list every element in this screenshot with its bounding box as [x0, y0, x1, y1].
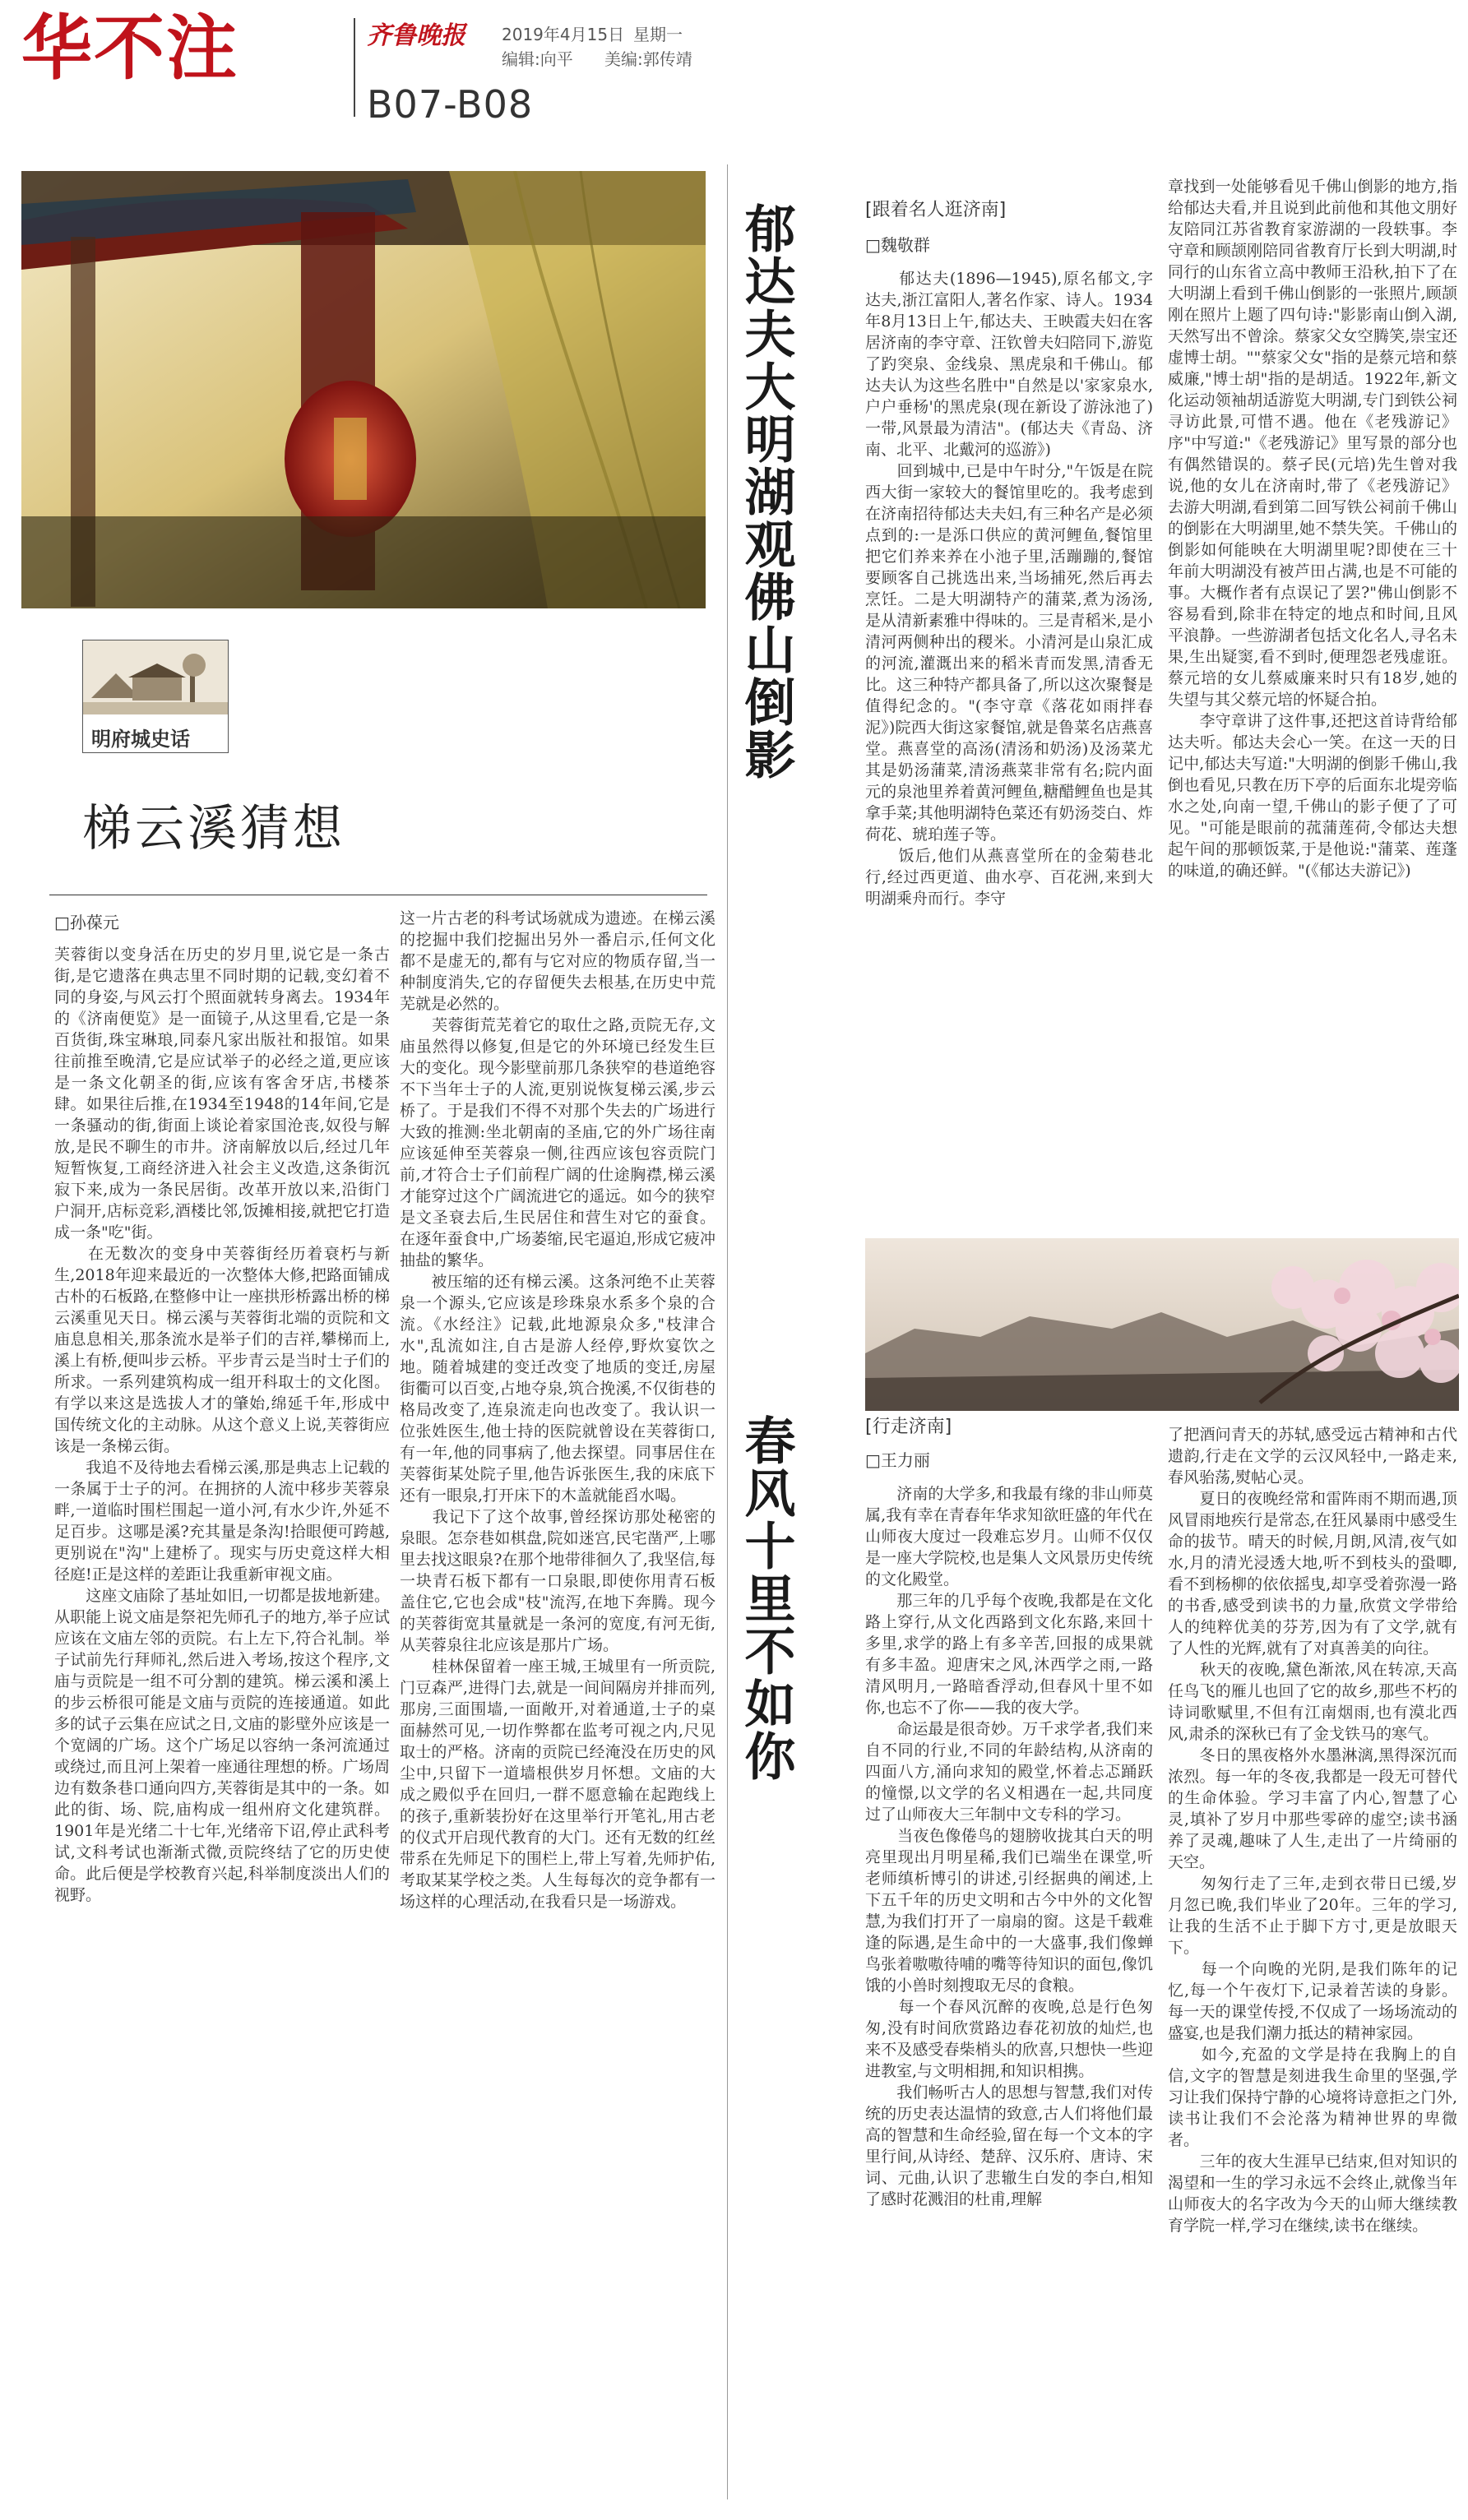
- editor-credit: 编辑:向平: [502, 49, 573, 69]
- blossom-photo-svg: [865, 1238, 1459, 1411]
- newspaper-logo: 齐鲁晚报: [367, 21, 465, 50]
- article-body-col2: 这一片古老的科考试场就成为遗迹。在梯云溪的挖掘中我们挖掘出另外一番启示,任何文化都不是虚无的,都有与它对应的物质存留,当一种制度消失,它的存留便失去根基,在历史中荒芜就是必然的。 芙蓉街荒芜着它的取仕之路,贡院无存,文庙虽然得以修复,但是它的外环境已经发生巨大的变化。现今影壁前那几条狭窄的巷道绝容不下当年士子的人流,更别说恢复梯云溪,步云桥了。于是我们不得不对那个失去的广场进行大致的推测:坐北朝南的圣庙,它的外广场往南应该延伸至芙蓉泉一侧,往西应该包容贡院门前,才符合士子们前程广阔的仕途胸襟,梯云溪才能穿过这个广阔流进它的遥远。如今的狭窄是文圣衰去后,生民居住和营生对它的蚕食。在逐年蚕食中,广场萎缩,民宅逼迫,形成它疲冲抽盐的繁华。 被压缩的还有梯云溪。这条河绝不止芙蓉泉一个源头,它应该是珍珠泉水系多个泉的合流。《水经注》记载,此地源泉众多,"枝津合水",乱流如注,自古是游人经停,野炊宴饮之地。随着城建的变迁改变了地质的变迁,房屋街衢可以百变,占地夺泉,筑合挽溪,不仅街巷的格局改变了,连泉流走向也改变了。我认识一位张姓医生,他士持的医院就曾设在芙蓉街口,有一年,他的同事病了,他去探望。同事居住在芙蓉街某处院子里,他告诉张医生,我的床底下还有一眼泉,打开床下的木盖就能舀水喝。 我记下了这个故事,曾经探访那处秘密的泉眼。怎奈巷如棋盘,院如迷宫,民宅凿严,上哪里去找这眼泉?在那个地带徘徊久了,我坚信,每一块青石板下都有一口泉眼,即使你用青石板盖住它,它也会成"枝"流泻,在地下奔腾。现今的芙蓉街宽其量就是一条河的宽度,有河无街,从芙蓉泉往北应该是那片广场。 桂林保留着一座王城,王城里有一所贡院,门豆森严,进得门去,就是一间间隔房并排而列,那房,三面围墙,一面敞开,对着通道,士子的桌面赫然可见,一切作弊都在监考可视之内,尺见取士的严格。济南的贡院已经淹没在历史的风尘中,只留下一道墙根供岁月怀想。文庙的大成之殿似乎在回归,一群不愿意输在起跑线上的孩子,重新装扮好在这里举行开笔礼,用古老的仪式开启现代教育的大门。还有无数的红丝带系在先师足下的围栏上,带上写着,先师护佑,考取某某学校之类。人生每每次的竞争都有一场这样的心理活动,在我看只是一场游戏。: [400, 909, 715, 1911]
- page-numbers: B07-B08: [367, 82, 534, 127]
- article-body-col2: 章找到一处能够看见千佛山倒影的地方,指给郁达夫看,并且说到此前他和其他文朋好友陪同江苏省教育家游湖的一段轶事。李守章和顾颉刚陪同省教育厅长到大明湖,时同行的山东省立高中教师王沿秋,拍下了在大明湖上看到千佛山倒影的一张照片,顾颉刚在照片上题了四句诗:"影影南山倒入湖,天然写出不曾涂。蔡家父女空腾笑,崇宝还虚博士胡。""蔡家父女"指的是蔡元培和蔡威廉,"博士胡"指的是胡适。1922年,新文化运动领袖胡适游览大明湖,专门到铁公祠寻访此景,可惜不遇。他在《老残游记》序"中写道:"《老残游记》里写景的部分也有偶然错误的。蔡孑民(元培)先生曾对我说,他的女儿在济南时,带了《老残游记》去游大明湖,看到第二回写铁公祠前千佛山的倒影在大明湖里,她不禁失笑。千佛山的倒影如何能映在大明湖里呢?即使在三十年前大明湖没有被芦田占满,也是不可能的事。大概作者有点误记了罢?"佛山倒影不容易看到,除非在特定的地点和时间,且风平浪静。一些游湖者包括文化名人,寻名未果,生出疑窦,看不到时,便理怨老残虚诳。蔡元培的女儿蔡威廉来时只有18岁,她的失望与其父蔡元培的怀疑合拍。 李守章讲了这件事,还把这首诗背给郁达夫听。郁达夫会心一笑。在这一天的日记中,郁达夫写道:"大明湖的倒影千佛山,我倒也看见,只教在历下亭的后面东北堤旁临水之处,向南一望,千佛山的影子便了了可见。"可能是眼前的菰蒲莲荷,令郁达夫想起午间的那顿饭菜,于是他说:"蒲菜、莲蓬的味道,的确还鲜。"(《郁达夫游记》): [1168, 178, 1457, 880]
- article-body-col1: 郁达夫(1896—1945),原名郁文,字达夫,浙江富阳人,著名作家、诗人。1934年8月13日上午,郁达夫、王映霞夫妇在客居济南的李守章、汪钦曾夫妇陪同下,游览了趵突泉、金线泉、黑虎泉和千佛山。郁达夫认为这些名胜中"自然是以'家家泉水,户户垂杨'的黑虎泉(现在新设了游泳池了)一带,风景最为清洁"。(郁达夫《青岛、济南、北平、北戴河的巡游》) 回到城中,已是中午时分,"午饭是在院西大街一家较大的餐馆里吃的。我考虑到在济南招待郁达夫夫妇,有三种名产是必须点到的:一是泺口供应的黄河鲤鱼,餐馆里把它们养来养在小池子里,活蹦蹦的,餐馆要顾客自己挑选出来,当场捕死,然后再去烹饪。二是大明湖特产的蒲菜,煮为汤汤,是从清新素雅中得味的。三是青稻米,是小清河两侧种出的稷米。小清河是山泉汇成的河流,灌溉出来的稻米青而发黑,清香无比。这三种特产都具备了,所以这次聚餐是值得纪念的。"(李守章《落花如雨拌春泥》)院西大街这家餐馆,就是鲁菜名店燕喜堂。燕喜堂的高汤(清汤和奶汤)及汤菜尤其是奶汤蒲菜,清汤燕菜非常有名;院内面元的泉池里养着黄河鲤鱼,糖醋鲤鱼也是其拿手菜;其他明湖特色菜还有奶汤茭白、炸荷花、琥珀莲子等。 饭后,他们从燕喜堂所在的金菊巷北行,经过西更道、曲水亭、百花洲,来到大明湖乘舟而行。李守: [865, 270, 1153, 908]
- column-tag-label: 明府城史话: [91, 728, 190, 751]
- column-tag: [跟着名人逛济南]: [865, 200, 1007, 220]
- page-divider: [727, 164, 728, 2499]
- column-tag-box: [82, 640, 229, 753]
- header-divider: [354, 18, 355, 117]
- old-city-sketch: [83, 640, 228, 714]
- issue-weekday: 星期一: [633, 25, 683, 44]
- article-body-col1: 芙蓉街以变身活在历史的岁月里,说它是一条古街,是它遗落在典志里不同时期的记载,变幻着不同的身姿,与风云打个照面就转身离去。1934年的《济南便览》是一面镜子,从这里看,它是一条百货街,珠宝琳琅,同泰凡家出版社和报馆。如果往前推至晚清,它是应试举子的必经之道,更应该是一条文化朝圣的街,应该有客舍牙店,书楼茶肆。如果往后推,在1934至1948的14年间,它是一条骚动的街,街面上谈论着家国沧丧,奴役与解放,是民不聊生的市井。济南解放以后,经过几年短暂恢复,工商经济进入社会主义改造,这条街沉寂下来,成为一条民居街。改革开放以来,沿街门户洞开,店标竞彩,酒楼比邻,饭摊相接,就把它打造成一条"吃"街。 在无数次的变身中芙蓉街经历着衰朽与新生,2018年迎来最近的一次整体大修,把路面铺成古朴的石板路,在整修中让一座拱形桥露出桥的梯云溪重见天日。梯云溪与芙蓉街北端的贡院和文庙息息相关,那条流水是举子们的吉祥,攀梯而上,溪上有桥,便叫步云桥。平步青云是当时士子们的所求。一系列建筑构成一组开科取士的文化图。有学以来这是选拔人才的肇始,绵延千年,形成中国传统文化的主动脉。从这个意义上说,芙蓉街应该是一条梯云街。 我追不及待地去看梯云溪,那是典志上记载的一条属于士子的河。在拥挤的人流中移步芙蓉泉畔,一道临时围栏围起一道小河,有水少许,外延不足百步。这哪是溪?充其量是条沟!拾眼便可跨越,更别说在"沟"上建桥了。现实与历史竟这样大相径庭!正是这样的差距让我重新审视文庙。 这座文庙除了基址如旧,一切都是拔地新建。从职能上说文庙是祭祀先师孔子的地方,举子应试应该在文庙左邻的贡院。右上左下,符合礼制。举子试前先行拜师礼,然后进入考场,按这个程序,文庙与贡院是一组不可分割的建筑。梯云溪和溪上的步云桥很可能是文庙与贡院的连接通道。如此多的试子云集在应试之日,文庙的影壁外应该是一个宽阔的广场。这个广场足以容纳一条河流通过或绕过,而且河上架着一座通往理想的桥。广场周边有数条巷口通向四方,芙蓉街是其中的一条。如此的街、场、院,庙构成一组州府文化建筑群。1901年是光绪二十七年,光绪帝下诏,停止武科考试,文科考试也渐渐式微,贡院终结了它的历史使命。此后便是学校教育兴起,科举制度淡出人们的视野。: [54, 946, 390, 1904]
- article-body-col2: 了把酒问青天的苏轼,感受远古精神和古代遗韵,行走在文学的云汉风轻中,一路走来,春风骀荡,熨帖心灵。 夏日的夜晚经常和雷阵雨不期而遇,顶风冒雨地疾行是常态,在狂风暴雨中感受生命的拔节。晴天的时候,月朗,风清,夜气如水,月的清光浸透大地,听不到枝头的蛩唧,看不到杨柳的依依摇曳,却享受着弥漫一路的书香,感受到读书的力量,欣赏文学带给人的纯粹优美的芬芳,因为有了文学,就有了人性的光辉,就有了对真善美的向往。 秋天的夜晚,黛色渐浓,风在转凉,天高任鸟飞的雁儿也回了它的故乡,那些不朽的诗词歌赋里,不但有江南烟雨,也有漠北西风,肃杀的深秋已有了金戈铁马的寒气。 冬日的黑夜格外水墨淋漓,黑得深沉而浓烈。每一年的冬夜,我都是一段无可替代的生命体验。学习丰富了内心,智慧了心灵,填补了岁月中那些零碎的虚空;读书涵养了灵魂,趣味了人生,走出了一片绮丽的天空。 匆匆行走了三年,走到衣带日已缓,岁月忽已晚,我们毕业了20年。三年的学习,让我的生活不止于脚下方寸,更是放眼天下。 每一个向晚的光阴,是我们陈年的记忆,每一个午夜灯下,记录着苦读的身影。每一天的课堂传授,不仅成了一场场流动的盛宴,也是我们潮力抵达的精神家园。 如今,充盈的文学是持在我胸上的自信,文字的智慧是刻进我生命里的坚强,学习让我们保持宁静的心境将诗意拒之门外,读书让我们不会沦落为精神世界的卑微者。 三年的夜大生涯早已结束,但对知识的渴望和一生的学习永远不会终止,就像当年山师夜大的名字改为今天的山师大继续教育学院一样,学习在继续,读书在继续。: [1168, 1426, 1457, 2235]
- blossom-photo: [865, 1238, 1459, 1411]
- article-byline: □孙葆元: [54, 913, 119, 932]
- article-title-vertical: 郁达夫大明湖观佛山倒影: [736, 202, 796, 781]
- article-title: 梯云溪猜想: [82, 800, 345, 858]
- section-title: 华不注: [21, 7, 238, 90]
- archway-photo: [21, 171, 706, 608]
- article-byline: □王力丽: [865, 1450, 930, 1470]
- archway-photo-svg: [21, 171, 706, 608]
- article-body-col1: 济南的大学多,和我最有缘的非山师莫属,我有幸在青春年华求知欲旺盛的年代在山师夜大度过一段难忘岁月。山师不仅仅是一座大学院校,也是集人文风景历史传统的文化殿堂。 那三年的几乎每个夜晚,我都是在文化路上穿行,从文化西路到文化东路,来回十多里,求学的路上有多辛苦,回报的成果就有多丰盈。迎唐宋之风,沐西学之雨,一路清风明月,一路暗香浮动,但春风十里不如你,也忘不了你——我的夜大学。 命运最是很奇妙。万千求学者,我们来自不同的行业,不同的年龄结构,从济南的四面八方,涌向求知的殿堂,怀着忐忑踊跃的憧憬,以文学的名义相遇在一起,共同度过了山师夜大三年制中文专科的学习。 当夜色像倦鸟的翅膀收拢其白天的明亮里现出月明星稀,我们已端坐在课堂,听老师缜析博引的讲述,引经据典的阐述,上下五千年的历史文明和古今中外的文化智慧,为我们打开了一扇扇的窗。这是千载难逢的际遇,是生命中的一大盛事,我们像蝉鸟张着嗷嗷待哺的嘴等待知识的面包,像饥饿的小兽时刻搜取无尽的食粮。 每一个春风沉醉的夜晚,总是行色匆匆,没有时间欣赏路边春花初放的灿烂,也来不及感受春柴梢头的欣喜,只想快一些迎进教室,与文明相拥,和知识相携。 我们畅听古人的思想与智慧,我们对传统的历史表达温情的致意,古人们将他们最高的智慧和生命经验,留在每一个文本的字里行间,从诗经、楚辞、汉乐府、唐诗、宋词、元曲,认识了悲辙生白发的李白,相知了感时花溅泪的杜甫,理解: [865, 1485, 1153, 2208]
- article-title-vertical: 春风十里不如你: [736, 1414, 796, 1782]
- article-byline: □魏敬群: [865, 235, 930, 255]
- issue-date: 2019年4月15日: [502, 25, 625, 44]
- designer-credit: 美编:郭传靖: [604, 49, 692, 69]
- column-tag: [行走济南]: [865, 1417, 952, 1437]
